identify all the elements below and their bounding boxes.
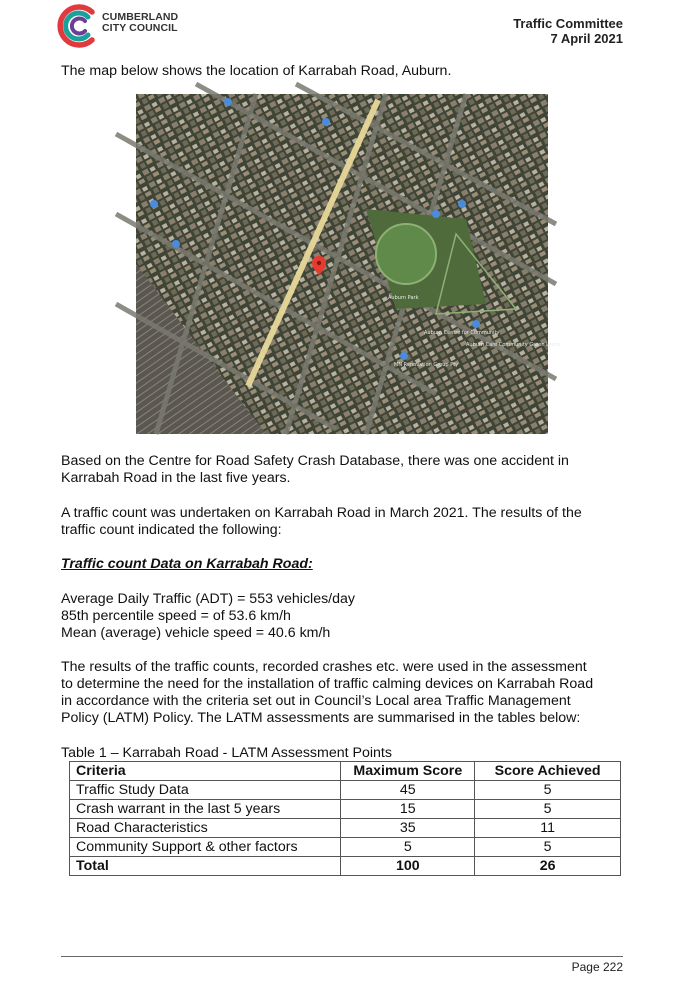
column-header: Maximum Score bbox=[341, 762, 475, 781]
map-label: Auburn Centre for Community bbox=[424, 330, 500, 336]
council-logo bbox=[52, 2, 104, 50]
crash-paragraph: Based on the Centre for Road Safety Crash Database, there was one accident in Karrabah Road in the last five years. bbox=[61, 453, 569, 486]
table-row: Traffic Study Data 45 5 bbox=[70, 781, 621, 800]
council-name: CUMBERLAND CITY COUNCIL bbox=[102, 11, 179, 34]
traffic-count-paragraph: A traffic count was undertaken on Karrabah Road in March 2021. The results of the traffic count indicated the following: bbox=[61, 505, 582, 538]
aerial-map-image bbox=[136, 94, 561, 434]
table-row: Road Characteristics 35 11 bbox=[70, 819, 621, 838]
table-row: Community Support & other factors 5 5 bbox=[70, 838, 621, 857]
page-number: Page 222 bbox=[571, 960, 623, 974]
meeting-date: 7 April 2021 bbox=[550, 31, 623, 46]
mean-speed-stat: Mean (average) vehicle speed = 40.6 km/h bbox=[61, 625, 331, 641]
adt-stat: Average Daily Traffic (ADT) = 553 vehicles/day bbox=[61, 591, 355, 607]
traffic-data-heading: Traffic count Data on Karrabah Road: bbox=[61, 556, 313, 572]
assessment-paragraph: The results of the traffic counts, recorded crashes etc. were used in the assessment to determine the need for the installation of traffic calming devices on Karrabah Road in accordance with the criteria set out in Council’s Local area Traffic Management Policy (LATM) Policy. The LATM assessments are summarised in the tables below: bbox=[61, 659, 594, 726]
latm-assessment-table bbox=[69, 761, 621, 876]
column-header: Score Achieved bbox=[475, 762, 621, 781]
aerial-map bbox=[136, 94, 561, 434]
table-row: Crash warrant in the last 5 years 15 5 bbox=[70, 800, 621, 819]
table-total-row: Total 100 26 bbox=[70, 857, 621, 876]
traffic-stats bbox=[61, 591, 355, 642]
table-caption: Table 1 – Karrabah Road - LATM Assessment Points bbox=[61, 745, 392, 761]
map-label: Auburn Care Community Green Lyons bbox=[466, 342, 561, 348]
document-header bbox=[513, 16, 623, 46]
column-header: Criteria bbox=[70, 762, 341, 781]
map-label: MN Renovation Group Pty bbox=[394, 362, 459, 368]
map-label: Auburn Park bbox=[388, 295, 419, 301]
table-header-row bbox=[70, 762, 621, 781]
footer-divider bbox=[61, 956, 623, 957]
committee-name: Traffic Committee bbox=[513, 16, 623, 31]
85th-percentile-stat: 85th percentile speed = of 53.6 km/h bbox=[61, 608, 291, 624]
intro-text: The map below shows the location of Karrabah Road, Auburn. bbox=[61, 63, 452, 79]
